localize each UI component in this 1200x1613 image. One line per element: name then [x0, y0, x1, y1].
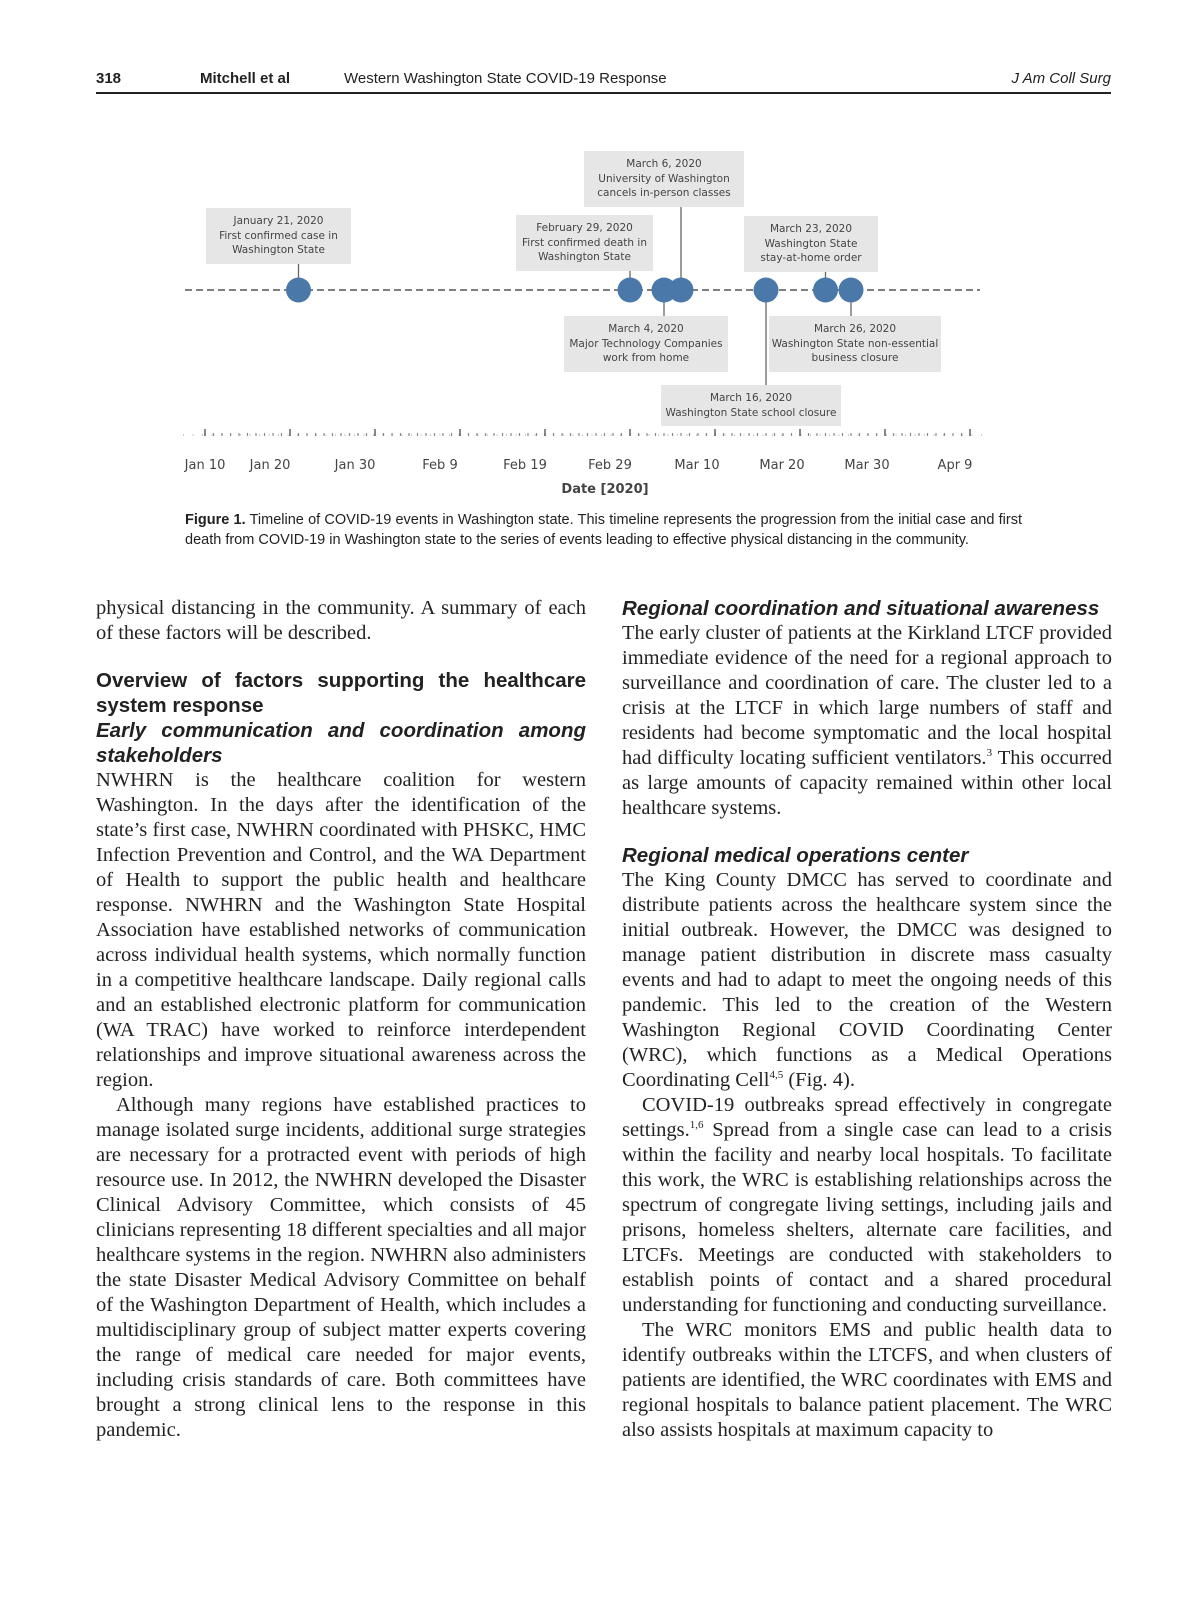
x-axis-title: Date [2020]	[561, 482, 649, 497]
subsection-heading: Regional coordination and situational awareness	[622, 597, 1100, 620]
event-date: March 6, 2020	[626, 158, 702, 171]
event-marker	[813, 278, 838, 303]
event-date: March 26, 2020	[813, 323, 897, 336]
x-tick-label: Mar 30	[844, 458, 890, 473]
x-tick-label: Apr 9	[937, 458, 973, 473]
event-box-mar6	[584, 151, 744, 207]
event-text: Washington State	[232, 244, 325, 257]
event-marker	[669, 278, 694, 303]
running-title: Western Washington State COVID-19 Response	[344, 70, 667, 87]
event-text: work from home	[602, 352, 690, 365]
event-text: First confirmed death in	[522, 236, 647, 249]
paragraph: NWHRN is the healthcare coalition for western Washington. In the days after the identification of the state’s first case, NWHRN coordinated with PHSKC, HMC Infection Prevention and Control, and the WA Department of Health to support the public health and healthcare response. NWHRN and the Washington State Hospital Association have established networks of communication across individual health systems, which normally function in a competitive healthcare landscape. Daily regional calls and an established electronic platform for communication (WA TRAC) have worked to reinforce interdependent relationships and improve situational awareness across the region.	[96, 769, 586, 1091]
running-header	[96, 66, 1111, 94]
left-column	[96, 596, 586, 1443]
paragraph: physical distancing in the community. A summary of each of these factors will be described.	[96, 597, 586, 644]
reference: 4,5	[769, 1069, 784, 1082]
section-heading: Overview of factors supporting the healthcare system response	[96, 669, 586, 717]
event-marker	[754, 278, 779, 303]
text-run: The King County DMCC has served to coordinate and distribute patients across the healthcare system since the initial outbreak. However, the DMCC was designed to manage patient distribution in discrete mass casualty events and had to adapt to meet the ongoing needs of this pandemic. This led to the creation of the Western Washington Regional COVID Coordinating Center (WRC), which functions as a Medical Operations Coordinating Cell	[622, 869, 1112, 1091]
subsection-heading: Early communication and coordination among stakeholders	[96, 719, 586, 767]
event-box-feb29	[516, 215, 653, 271]
event-date: January 21, 2020	[233, 215, 324, 228]
caption-text: Timeline of COVID-19 events in Washington state. This timeline represents the progression from the initial case and first death from COVID-19 in Washington state to the series of events leading to effective physical distancing in the community.	[185, 512, 1022, 548]
figure-label: Figure 1.	[185, 512, 246, 528]
event-text: First confirmed case in	[219, 229, 338, 242]
x-tick-label: Mar 10	[674, 458, 720, 473]
x-tick-label: Jan 30	[334, 458, 376, 473]
event-text: University of Washington	[598, 172, 730, 185]
x-tick-label: Feb 29	[588, 458, 632, 473]
event-text: Washington State	[538, 251, 631, 264]
x-tick-label: Feb 9	[422, 458, 458, 473]
event-date: March 16, 2020	[709, 392, 793, 404]
event-marker	[839, 278, 864, 303]
event-date: February 29, 2020	[536, 222, 633, 235]
text-run: COVID-19 outbreaks spread effectively in congregate settings.	[622, 1094, 1112, 1141]
event-box-mar4	[564, 316, 728, 372]
event-text: cancels in-person classes	[597, 187, 731, 200]
paragraph	[622, 621, 1112, 821]
reference: 3	[986, 747, 993, 760]
reference: 1,6	[689, 1119, 704, 1132]
paragraph	[622, 1093, 1112, 1318]
event-text: Washington State	[764, 237, 858, 250]
event-box-jan21	[206, 208, 351, 264]
page-number: 318	[96, 70, 122, 87]
event-text: Major Technology Companies	[569, 337, 723, 350]
x-tick-label: Feb 19	[503, 458, 547, 473]
figure-caption	[185, 510, 1022, 550]
text-run: Spread from a single case can lead to a crisis within the facility and nearby local hospitals. To facilitate this work, the WRC is establishing relationships across the spectrum of congregate living settings, including jails and prisons, homeless shelters, alternate care facilities, and LTCFs. Meetings are conducted with stakeholders to establish points of contact and a shared procedural understanding for functioning and conducting surveillance.	[622, 1119, 1112, 1316]
event-text: stay-at-home order	[760, 252, 862, 265]
event-text: business closure	[811, 352, 899, 365]
journal-name: J Am Coll Surg	[1011, 70, 1111, 87]
event-marker	[286, 278, 311, 303]
paragraph: Although many regions have established practices to manage isolated surge incidents, additional surge strategies are necessary for a protracted event with periods of high resource use. In 2012, the NWHRN developed the Disaster Clinical Advisory Committee, which consists of 45 clinicians representing 18 different specialties and all major healthcare systems in the region. NWHRN also administers the state Disaster Medical Advisory Committee on behalf of the Washington Department of Health, which includes a multidisciplinary group of subject matter experts covering the range of medical care needed for major events, including crisis standards of care. Both committees have brought a strong clinical lens to the response in this pandemic.	[96, 1094, 586, 1441]
text-run: The early cluster of patients at the Kirkland LTCF provided immediate evidence of the need for a regional approach to surveillance and coordination of care. The cluster led to a crisis at the LTCF in which large numbers of staff and residents had become symptomatic and the local hospital had difficulty locating sufficient ventilators.	[622, 622, 1112, 769]
running-authors: Mitchell et al	[200, 70, 291, 87]
right-column	[622, 596, 1112, 1443]
event-text: Washington State non-essential	[771, 337, 939, 350]
text-run: (Fig. 4).	[783, 1069, 855, 1091]
x-tick-label: Mar 20	[759, 458, 805, 473]
text-run: This occurred as large amounts of capacity remained within other local healthcare systems.	[622, 747, 1112, 819]
x-tick-label: Jan 20	[249, 458, 291, 473]
event-box-mar26	[769, 316, 941, 372]
subsection-heading: Regional medical operations center	[622, 844, 969, 867]
paragraph	[622, 868, 1112, 1093]
timeline-figure	[180, 140, 1030, 500]
x-tick-label: Jan 10	[184, 458, 226, 473]
event-box-mar23	[744, 216, 878, 272]
event-date: March 4, 2020	[608, 323, 684, 336]
event-date: March 23, 2020	[769, 223, 853, 236]
event-box-mar16	[661, 385, 841, 426]
paragraph: The WRC monitors EMS and public health data to identify outbreaks within the LTCFS, and when clusters of patients are identified, the WRC coordinates with EMS and regional hospitals to balance patient placement. The WRC also assists hospitals at maximum capacity to	[622, 1319, 1112, 1441]
event-marker	[618, 278, 643, 303]
event-text: Washington State school closure	[665, 406, 837, 419]
